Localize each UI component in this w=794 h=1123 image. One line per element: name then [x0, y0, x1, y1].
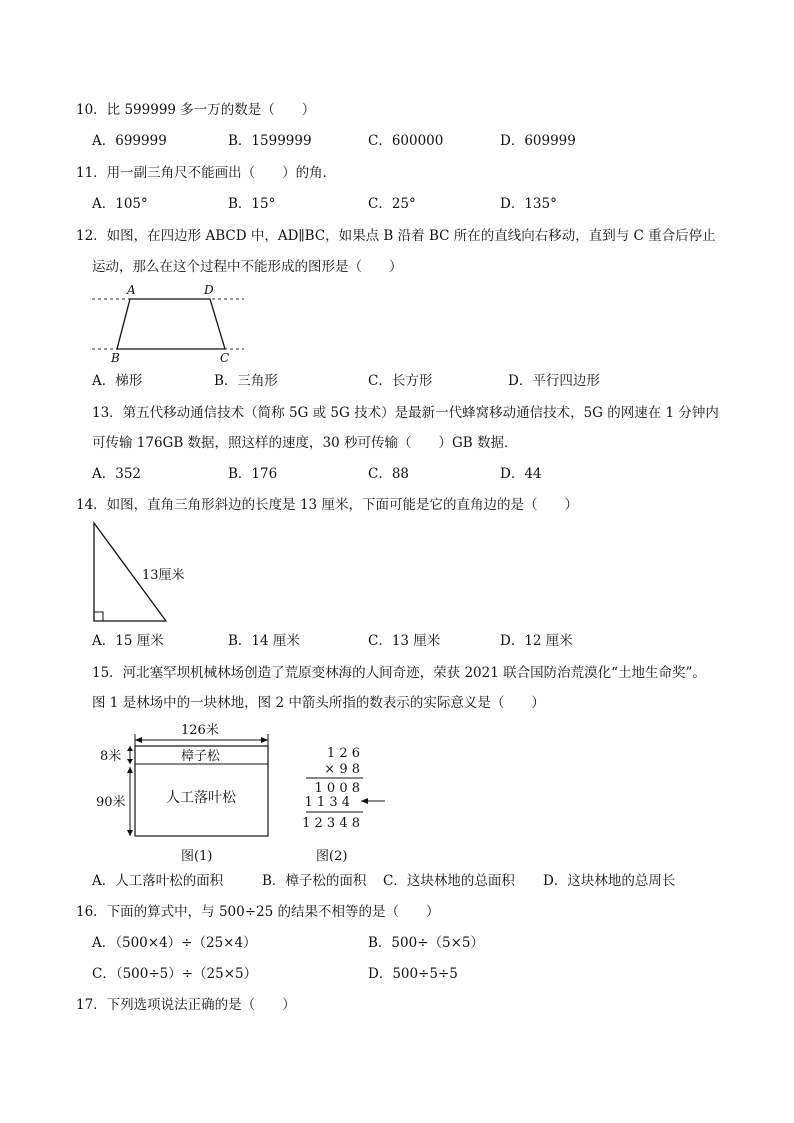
q13-option-c: C．88: [368, 466, 410, 482]
q11-option-b: B．15°: [228, 196, 276, 212]
question-13-stem-line2: 可传输 176GB 数据，照这样的速度，30 秒可传输（ ）GB 数据．: [92, 435, 518, 451]
q14-option-d: D．12 厘米: [500, 633, 573, 649]
bottom-region-label: 人工落叶松: [166, 790, 236, 806]
q14-option-b: B．14 厘米: [228, 633, 300, 649]
label-b: B: [111, 351, 120, 365]
label-c: C: [220, 351, 230, 365]
trapezoid-shape: [117, 299, 225, 349]
q12-option-a: A．梯形: [92, 373, 143, 389]
q16-option-c: C．（500÷5）÷（25×5）: [92, 966, 258, 982]
q12-option-c: C．长方形: [368, 373, 433, 389]
q16-option-d: D．500÷5÷5: [368, 966, 458, 982]
q15-option-d: D．这块林地的总周长: [543, 873, 676, 889]
question-13-stem-line1: 13．第五代移动通信技术（简称 5G 或 5G 技术）是最新一代蜂窝移动通信技术，5G 的网速在 1 分钟内: [92, 405, 719, 421]
label-a: A: [127, 283, 136, 297]
q10-option-d: D．609999: [500, 133, 576, 149]
q10-option-b: B．1599999: [228, 133, 312, 149]
question-11-stem: 11．用一副三角尺不能画出（ ）的角．: [76, 165, 337, 181]
top-region-label: 樟子松: [181, 749, 221, 764]
question-15-stem-line1: 15．河北塞罕坝机械林场创造了荒原变林海的人间奇迹，荣获 2021 联合国防治荒漠化“土地生命奖”。: [92, 665, 706, 681]
top-height-label: 8米: [100, 749, 122, 764]
figure-2-caption: 图(2): [316, 849, 348, 864]
multiplication-figure-2: [303, 740, 393, 830]
q11-option-c: C．25°: [368, 196, 416, 212]
mult-row-4: 1 1 3 4: [304, 795, 350, 810]
label-d: D: [204, 283, 214, 297]
forest-plot-figure-1: [96, 720, 276, 842]
q15-option-a: A．人工落叶松的面积: [92, 873, 224, 889]
q16-option-a: A．（500×4）÷（25×4）: [92, 935, 257, 951]
q12-option-b: B．三角形: [214, 373, 278, 389]
q12-option-d: D．平行四边形: [508, 373, 600, 389]
width-label: 126米: [181, 723, 219, 738]
q11-option-a: A．105°: [92, 196, 148, 212]
q13-option-a: A．352: [92, 466, 142, 482]
figure-1-caption: 图(1): [181, 849, 213, 864]
question-15-stem-line2: 图 1 是林场中的一块林地，图 2 中箭头所指的数表示的实际意义是（ ）: [92, 695, 545, 711]
q15-option-b: B．樟子松的面积: [262, 873, 367, 889]
q16-option-b: B．500÷（5×5）: [368, 935, 484, 951]
question-17-stem: 17．下列选项说法正确的是（ ）: [76, 997, 296, 1013]
question-12-stem-line1: 12．如图，在四边形 ABCD 中，AD∥BC，如果点 B 沿着 BC 所在的直线向右移动，直到与 C 重合后停止: [76, 228, 716, 244]
hypotenuse-label: 13厘米: [142, 568, 185, 583]
q10-option-a: A．699999: [92, 133, 167, 149]
q14-option-a: A．15 厘米: [92, 633, 164, 649]
question-10-stem: 10．比 599999 多一万的数是（ ）: [76, 102, 316, 118]
q10-option-c: C．600000: [368, 133, 444, 149]
q13-option-d: D．44: [500, 466, 542, 482]
question-14-stem: 14．如图，直角三角形斜边的长度是 13 厘米，下面可能是它的直角边的是（ ）: [76, 497, 578, 513]
trapezoid-figure: [92, 282, 244, 366]
question-16-stem: 16．下面的算式中，与 500÷25 的结果不相等的是（ ）: [76, 904, 440, 920]
mult-row-2: × 9 8: [324, 762, 360, 777]
question-12-stem-line2: 运动，那么在这个过程中不能形成的图形是（ ）: [92, 259, 403, 275]
mult-row-1: 1 2 6: [326, 746, 360, 761]
q11-option-d: D．135°: [500, 196, 557, 212]
mult-row-3: 1 0 0 8: [314, 781, 360, 796]
mult-row-5: 1 2 3 4 8: [302, 816, 360, 831]
q15-option-c: C．这块林地的总面积: [383, 873, 515, 889]
right-angle-marker: [94, 612, 103, 621]
bottom-height-label: 90米: [96, 795, 126, 810]
right-triangle-figure: [92, 520, 202, 626]
q13-option-b: B．176: [228, 466, 278, 482]
q14-option-c: C．13 厘米: [368, 633, 441, 649]
